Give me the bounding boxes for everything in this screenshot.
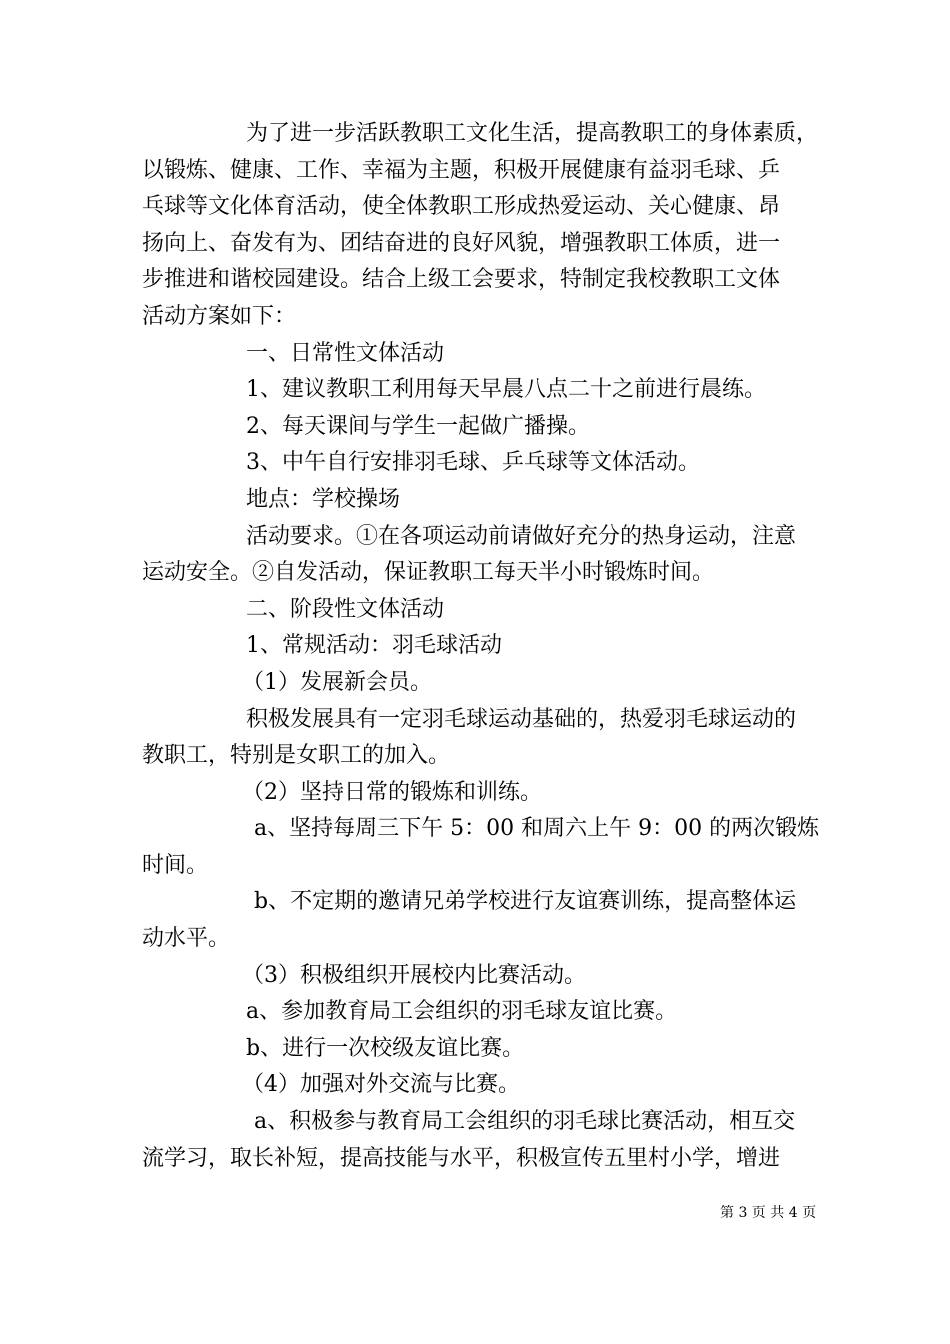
section1-title: 一、日常性文体活动 — [246, 340, 445, 366]
intro-line-3: 乓球等文化体育活动，使全体教职工形成热爱运动、关心健康、昂 — [142, 194, 781, 220]
requirement-line1: 活动要求。①在各项运动前请做好充分的热身运动，注意 — [246, 523, 797, 549]
sub4-title: （4）加强对外交流与比赛。 — [242, 1072, 520, 1098]
section2-item1: 1、常规活动：羽毛球活动 — [246, 633, 502, 659]
sub1-title: （1）发展新会员。 — [242, 669, 432, 695]
section1-item2: 2、每天课间与学生一起做广播操。 — [246, 413, 590, 439]
section1-item1: 1、建议教职工利用每天早晨八点二十之前进行晨练。 — [246, 377, 766, 403]
sub3-b: b、进行一次校级友谊比赛。 — [246, 1035, 525, 1061]
sub2-a-line2: 时间。 — [142, 852, 209, 878]
section2-title: 二、阶段性文体活动 — [246, 596, 445, 622]
requirement-line2: 运动安全。②自发活动，保证教职工每天半小时锻炼时间。 — [142, 560, 715, 586]
sub4-a-line2: 流学习，取长补短，提高技能与水平，积极宣传五里村小学，增进 — [142, 1145, 781, 1171]
sub4-a-line1: a、积极参与教育局工会组织的羽毛球比赛活动，相互交 — [254, 1109, 796, 1135]
sub3-a: a、参加教育局工会组织的羽毛球友谊比赛。 — [246, 999, 678, 1025]
intro-line-5: 步推进和谐校园建设。结合上级工会要求，特制定我校教职工文体 — [142, 267, 781, 293]
intro-line-4: 扬向上、奋发有为、团结奋进的良好风貌，增强教职工体质，进一 — [142, 230, 781, 256]
sub2-b-line1: b、不定期的邀请兄弟学校进行友谊赛训练，提高整体运 — [254, 889, 797, 915]
page-number-footer: 第 3 页 共 4 页 — [720, 1205, 817, 1221]
location-line: 地点：学校操场 — [246, 486, 401, 512]
sub1-body-line1: 积极发展具有一定羽毛球运动基础的，热爱羽毛球运动的 — [246, 706, 797, 732]
sub2-a-line1: a、坚持每周三下午 5：00 和周六上午 9：00 的两次锻炼 — [254, 816, 820, 842]
sub2-title: （2）坚持日常的锻炼和训练。 — [242, 779, 542, 805]
sub1-body-line2: 教职工，特别是女职工的加入。 — [142, 743, 451, 769]
sub2-b-line2: 动水平。 — [142, 926, 231, 952]
document-body — [142, 116, 820, 1177]
intro-line-1: 为了进一步活跃教职工文化生活，提高教职工的身体素质， — [246, 121, 819, 146]
intro-line-6: 活动方案如下： — [142, 303, 297, 329]
intro-line-2: 以锻炼、健康、工作、幸福为主题，积极开展健康有益羽毛球、乒 — [142, 157, 781, 183]
section1-item3: 3、中午自行安排羽毛球、乒乓球等文体活动。 — [246, 450, 700, 476]
sub3-title: （3）积极组织开展校内比赛活动。 — [242, 962, 586, 988]
